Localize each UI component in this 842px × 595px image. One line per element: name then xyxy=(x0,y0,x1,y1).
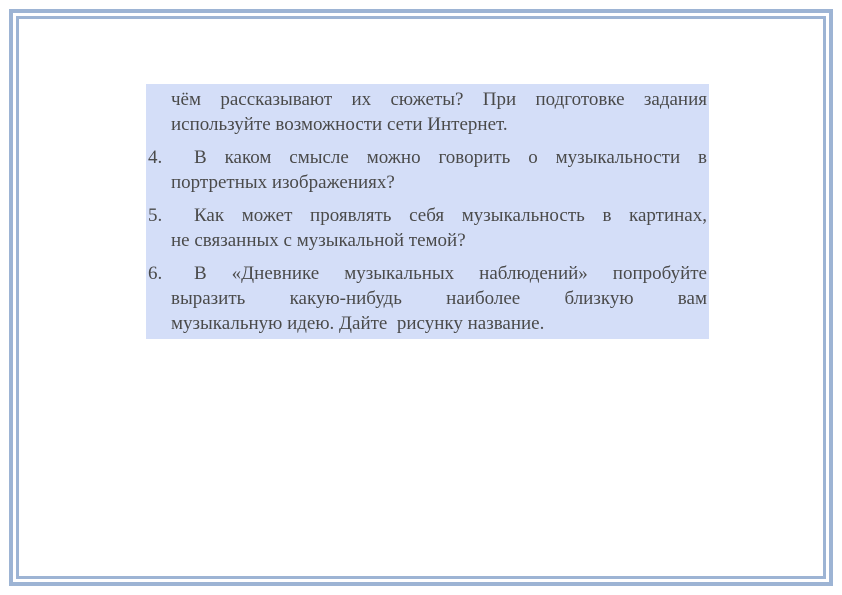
continuation-paragraph xyxy=(148,87,707,137)
list-item-4 xyxy=(148,145,707,195)
list-item-6 xyxy=(148,261,707,336)
list-item-number: 4. xyxy=(148,147,163,168)
list-item-line-3: музыкальную идею. Дайте рисунку название. xyxy=(171,313,545,334)
list-item-line-2: портретных изображениях? xyxy=(171,172,395,193)
list-item-line-1: В каком смысле можно говорить о музыкальности в xyxy=(194,147,707,168)
continuation-line-1: чём рассказывают их сюжеты? При подготовке задания xyxy=(171,89,707,110)
list-item-number: 6. xyxy=(148,263,163,284)
list-item-line-1: В «Дневнике музыкальных наблюдений» попробуйте xyxy=(194,263,707,284)
text-block xyxy=(146,84,709,339)
list-item-number: 5. xyxy=(148,205,163,226)
list-item-line-1: Как может проявлять себя музыкальность в картинах, xyxy=(194,205,707,226)
list-item-line-2: не связанных с музыкальной темой? xyxy=(171,230,466,251)
list-item-5 xyxy=(148,203,707,253)
continuation-line-2: используйте возможности сети Интернет. xyxy=(171,114,508,135)
list-item-line-2: выразить какую-нибудь наиболее близкую вам xyxy=(171,288,707,309)
